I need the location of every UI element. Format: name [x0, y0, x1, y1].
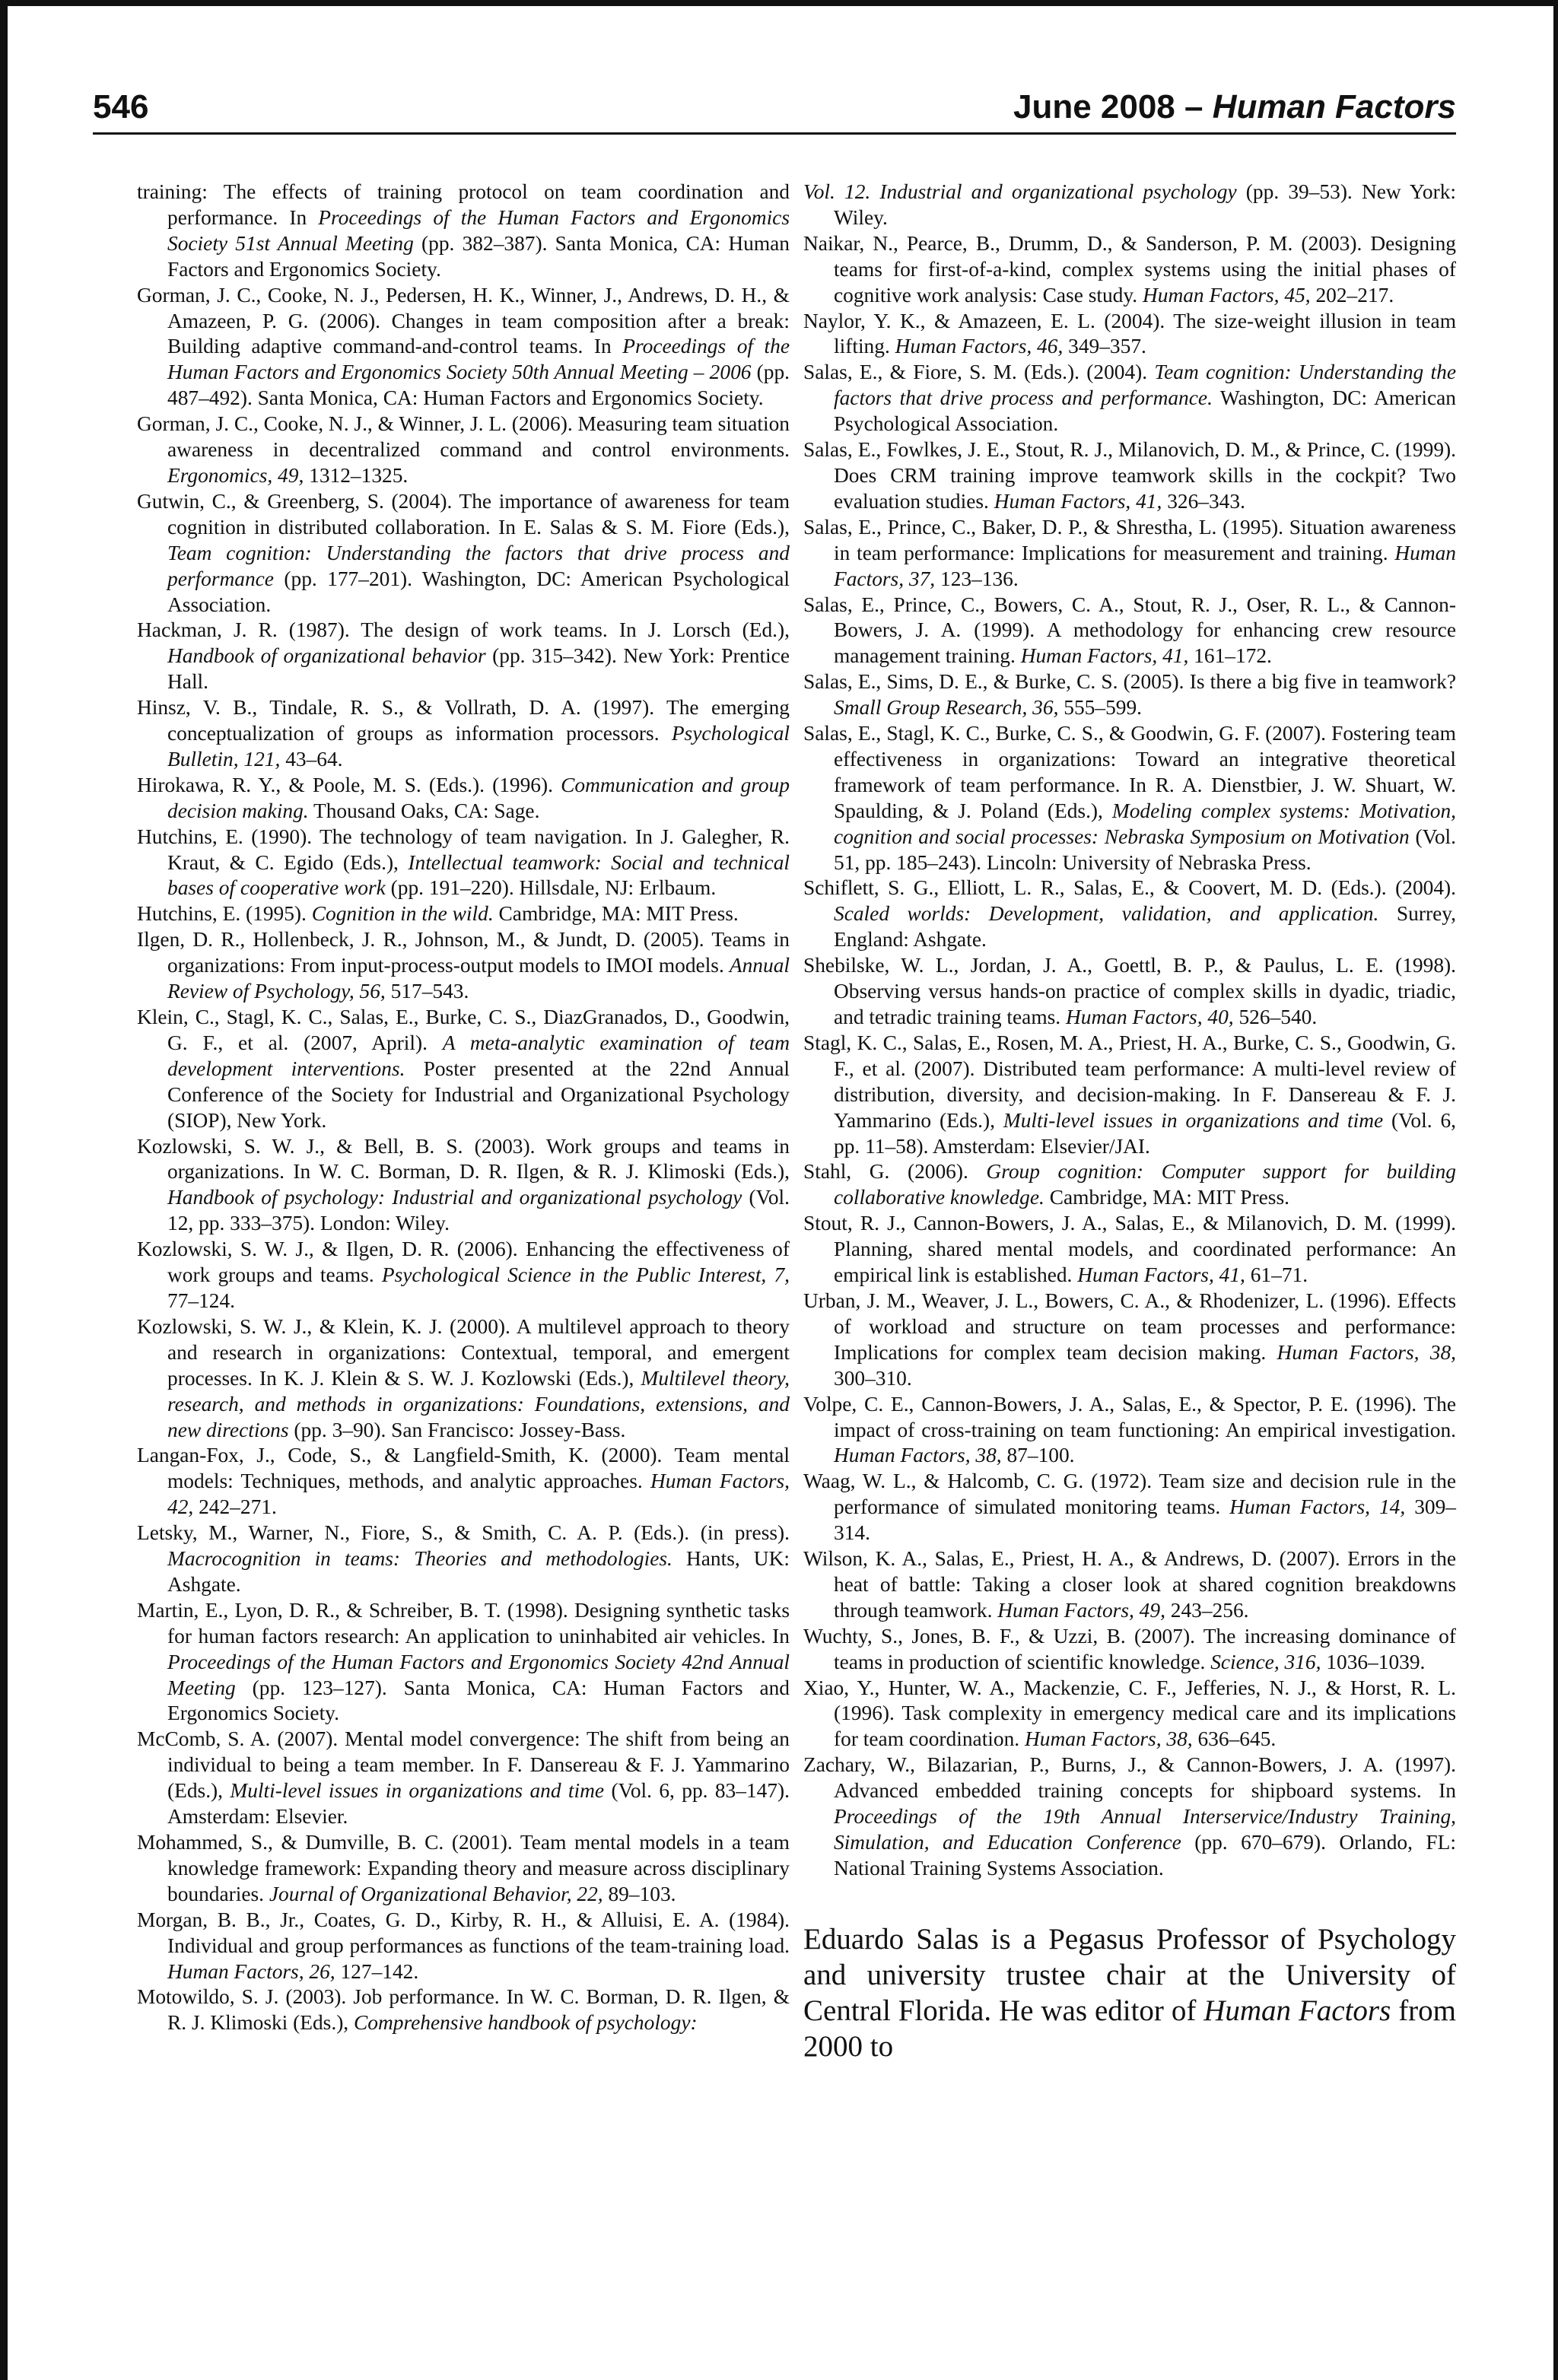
reference-entry — [803, 1469, 1456, 1546]
reference-source: Macrocognition in teams: Theories and methodologies. — [167, 1547, 672, 1571]
reference-entry — [137, 1598, 790, 1727]
reference-text: training: The effects of training protocol on team coordination and performance. In — [137, 180, 790, 229]
reference-entry — [137, 695, 790, 773]
reference-source: Cognition in the wild. — [311, 902, 494, 926]
reference-entry — [137, 1727, 790, 1830]
reference-text: 243–256. — [1165, 1598, 1249, 1622]
reference-text: Kozlowski, S. W. J., & Bell, B. S. (2003). Work groups and teams in organizations. In W. C. Borman, D. R. Ilgen, & R. J. Klimoski (Eds.), — [137, 1134, 790, 1184]
running-head-journal: Human Factors — [1212, 88, 1456, 126]
reference-text: Kozlowski, S. W. J., & Ilgen, D. R. (2006). Enhancing the effectiveness of work groups and teams. — [137, 1238, 790, 1287]
reference-text: Kozlowski, S. W. J., & Klein, K. J. (2000). A multilevel approach to theory and research in organizations: Contextual, temporal, and emergent processes. In K. J. Klein & S. W. J. Kozlowski (Eds.), — [137, 1314, 790, 1390]
reference-text: 1036–1039. — [1321, 1650, 1426, 1673]
reference-text: Cambridge, MA: MIT Press. — [1044, 1186, 1289, 1209]
reference-text: 61–71. — [1245, 1263, 1308, 1287]
reference-text: 202–217. — [1310, 283, 1394, 307]
reference-text: 87–100. — [1001, 1444, 1075, 1467]
reference-entry — [803, 1546, 1456, 1624]
reference-source: Human Factors, 41, — [1020, 644, 1189, 668]
reference-text: Martin, E., Lyon, D. R., & Schreiber, B. T. (1998). Designing synthetic tasks for human factors research: An application to uninhabited air vehicles. In — [137, 1598, 790, 1648]
reference-source: Human Factors, 41, — [994, 489, 1162, 513]
reference-entry — [137, 1134, 790, 1238]
header-rule — [93, 132, 1456, 135]
reference-text: 242–271. — [193, 1495, 277, 1519]
bio-journal: Human Factors — [1203, 1994, 1391, 2027]
reference-text: (pp. 670–679). Orlando, FL: National Training Systems Association. — [834, 1831, 1456, 1880]
reference-entry — [137, 411, 790, 489]
reference-text: 526–540. — [1233, 1006, 1318, 1028]
reference-text: (pp. 39–53). New York: Wiley. — [834, 180, 1456, 229]
reference-text: Motowildo, S. J. (2003). Job performance. In W. C. Borman, D. R. Ilgen, & R. J. Klimoski (Eds.), — [137, 1985, 790, 2035]
reference-source: Science, 316, — [1210, 1650, 1321, 1673]
reference-text: Mohammed, S., & Dumville, B. C. (2001). Team mental models in a team knowledge framework: Expanding theory and measure across disciplinary boundaries. — [137, 1831, 790, 1905]
reference-source: Multilevel theory, research, and methods in organizations: Foundations, extensions, and new directions — [167, 1366, 790, 1441]
references-right-column — [803, 180, 1456, 1882]
reference-text: (pp. 191–220). Hillsdale, NJ: Erlbaum. — [385, 876, 717, 900]
reference-text: 326–343. — [1162, 489, 1245, 513]
reference-entry — [137, 1005, 790, 1134]
reference-source: Small Group Research, 36, — [834, 696, 1059, 720]
reference-text: Naikar, N., Pearce, B., Drumm, D., & Sanderson, P. M. (2003). Designing teams for first-of-a-kind, complex systems using the initial phases of cognitive work analysis: Case study. — [803, 231, 1456, 307]
reference-text: Hutchins, E. (1995). — [137, 902, 312, 926]
reference-text: Zachary, W., Bilazarian, P., Burns, J., & Cannon-Bowers, J. A. (1997). Advanced embedded training concepts for shipboard systems. In — [803, 1753, 1456, 1803]
reference-text: Stagl, K. C., Salas, E., Rosen, M. A., Priest, H. A., Burke, C. S., Goodwin, G. F., et al. (2007). Distributed team performance: A multi-level review of distribution, diversity, and decision-making. In F. Dansereau & F. J. Yammarino (Eds.), — [803, 1031, 1456, 1132]
reference-text: Klein, C., Stagl, K. C., Salas, E., Burke, C. S., DiazGranados, D., Goodwin, G. F., et al. (2007, April). — [137, 1006, 790, 1054]
reference-source: Human Factors, 40, — [1066, 1006, 1234, 1028]
reference-text: Morgan, B. B., Jr., Coates, G. D., Kirby, R. H., & Alluisi, E. A. (1984). Individual and group performances as functions of the team-training load. — [137, 1908, 790, 1957]
reference-entry — [137, 618, 790, 695]
reference-source: Multi-level issues in organizations and time — [230, 1779, 605, 1803]
reference-entry — [803, 1676, 1456, 1753]
reference-text: Wilson, K. A., Salas, E., Priest, H. A., & Andrews, D. (2007). Errors in the heat of battle: Taking a closer look at shared cognition breakdowns through teamwork. — [803, 1547, 1456, 1622]
reference-text: Gorman, J. C., Cooke, N. J., & Winner, J. L. (2006). Measuring team situation awareness in decentralized command and control environments. — [137, 412, 790, 462]
reference-text: Salas, E., Prince, C., Bowers, C. A., Stout, R. J., Oser, R. L., & Cannon-Bowers, J. A. (1999). A methodology for enhancing crew resource management training. — [803, 593, 1456, 668]
reference-entry — [803, 953, 1456, 1031]
reference-source: Intellectual teamwork: Social and technical bases of cooperative work — [167, 850, 790, 900]
reference-text: Salas, E., Fowlkes, J. E., Stout, R. J., Milanovich, D. M., & Prince, C. (1999). Does CRM training improve teamwork skills in the cockpit? Two evaluation studies. — [803, 438, 1456, 513]
references-left-column — [137, 180, 790, 2036]
reference-entry — [803, 721, 1456, 875]
reference-text: (Vol. 6, pp. 83–147). Amsterdam: Elsevier. — [167, 1779, 790, 1829]
reference-text: Washington, DC: American Psychological Association. — [834, 386, 1457, 436]
reference-text: Hackman, J. R. (1987). The design of work teams. In J. Lorsch (Ed.), — [137, 618, 790, 642]
reference-source: Team cognition: Understanding the factors that drive process and performance — [167, 541, 790, 590]
reference-text: 127–142. — [335, 1959, 419, 1983]
reference-text: Hinsz, V. B., Tindale, R. S., & Vollrath, D. A. (1997). The emerging conceptualization of groups as information processors. — [137, 696, 790, 745]
reference-source: Human Factors, 14, — [1229, 1495, 1406, 1519]
author-bio — [803, 1921, 1456, 2064]
reference-entry — [803, 437, 1456, 515]
reference-text: Letsky, M., Warner, N., Fiore, S., & Smith, C. A. P. (Eds.). (in press). — [137, 1521, 790, 1545]
reference-source: Human Factors, 49, — [997, 1598, 1165, 1622]
reference-text: Volpe, C. E., Cannon-Bowers, J. A., Salas, E., & Spector, P. E. (1996). The impact of cross-training on team functioning: An empirical investigation. — [803, 1392, 1456, 1441]
reference-source: Modeling complex systems: Motivation, cognition and social processes: Nebraska Symposium on Motivation — [834, 799, 1456, 848]
reference-source: Handbook of psychology: Industrial and organizational psychology — [167, 1186, 742, 1209]
reference-text: (pp. 177–201). Washington, DC: American Psychological Association. — [167, 567, 790, 616]
running-head-date: June 2008 – — [1013, 88, 1213, 126]
reference-entry — [137, 283, 790, 412]
reference-source: Comprehensive handbook of psychology: — [354, 2011, 698, 2035]
reference-text: 309–314. — [834, 1495, 1456, 1545]
right-column — [803, 180, 1456, 2094]
reference-text: 636–645. — [1192, 1727, 1277, 1751]
reference-entry — [137, 773, 790, 825]
reference-text: (pp. 382–387). Santa Monica, CA: Human Factors and Ergonomics Society. — [167, 231, 790, 281]
reference-entry — [137, 1520, 790, 1598]
reference-text: Xiao, Y., Hunter, W. A., Mackenzie, C. F., Jefferies, N. J., & Horst, R. L. (1996). Task complexity in emergency medical care and its implications for team coordination. — [803, 1676, 1456, 1751]
reference-text: Surrey, England: Ashgate. — [834, 902, 1456, 952]
reference-entry — [803, 669, 1456, 721]
reference-text: (pp. 315–342). New York: Prentice Hall. — [167, 644, 790, 694]
reference-entry — [137, 180, 790, 283]
reference-entry — [137, 825, 790, 902]
reference-text: 555–599. — [1058, 696, 1142, 720]
reference-text: (Vol. 6, pp. 11–58). Amsterdam: Elsevier/JAI. — [834, 1108, 1456, 1158]
reference-text: Salas, E., Prince, C., Baker, D. P., & Shrestha, L. (1995). Situation awareness in team performance: Implications for measurement and training. — [803, 515, 1456, 564]
reference-text: Salas, E., & Fiore, S. M. (Eds.). (2004). — [803, 361, 1155, 384]
reference-text: Urban, J. M., Weaver, J. L., Bowers, C. A., & Rhodenizer, L. (1996). Effects of workload and structure on team processes and performance: Implications for complex team decision making. — [803, 1289, 1456, 1364]
reference-text: 1312–1325. — [304, 463, 409, 487]
reference-text: Cambridge, MA: MIT Press. — [493, 902, 739, 926]
reference-entry — [803, 231, 1456, 309]
reference-entry — [803, 1289, 1456, 1392]
reference-text: (pp. 487–492). Santa Monica, CA: Human Factors and Ergonomics Society. — [167, 361, 790, 410]
reference-text: Salas, E., Stagl, K. C., Burke, C. S., & Goodwin, G. F. (2007). Fostering team effectiveness in organizations: Toward an integrative theoretical framework of team performance. In R. A. Dienstbier, J. W. Shuart, W. Spaulding, & J. Poland (Eds.), — [803, 722, 1456, 822]
reference-entry — [137, 1908, 790, 1985]
reference-text: 349–357. — [1063, 335, 1146, 358]
reference-source: Communication and group decision making. — [167, 773, 790, 822]
reference-entry — [137, 1443, 790, 1520]
reference-entry — [803, 1624, 1456, 1676]
reference-text: Schiflett, S. G., Elliott, L. R., Salas, E., & Coovert, M. D. (Eds.). (2004). — [803, 876, 1456, 900]
reference-text: 89–103. — [603, 1882, 676, 1905]
reference-text: Ilgen, D. R., Hollenbeck, J. R., Johnson, M., & Jundt, D. (2005). Teams in organizations: From input-process-output models to IMOI models. — [137, 928, 790, 977]
reference-source: Human Factors, 38, — [1025, 1727, 1193, 1751]
reference-source: Ergonomics, 49, — [167, 463, 304, 487]
reference-entry — [803, 309, 1456, 361]
reference-text: (pp. 3–90). San Francisco: Jossey-Bass. — [288, 1418, 626, 1441]
reference-text: Thousand Oaks, CA: Sage. — [308, 799, 540, 822]
reference-source: Psychological Science in the Public Interest, 7, — [381, 1263, 790, 1287]
reference-source: Psychological Bulletin, 121, — [167, 722, 790, 771]
reference-source: Proceedings of the Human Factors and Ergonomics Society 51st Annual Meeting — [167, 205, 790, 255]
reference-text: Gorman, J. C., Cooke, N. J., Pedersen, H. K., Winner, J., Andrews, D. H., & Amazeen, P. G. (2006). Changes in team composition after a break: Building adaptive command-and-control teams. In — [137, 283, 790, 358]
page-number: 546 — [93, 88, 149, 126]
reference-source: Handbook of organizational behavior — [167, 644, 486, 668]
reference-source: Proceedings of the Human Factors and Ergonomics Society 42nd Annual Meeting — [167, 1650, 790, 1699]
reference-entry — [137, 1984, 790, 2036]
reference-text: Stout, R. J., Cannon-Bowers, J. A., Salas, E., & Milanovich, D. M. (1999). Planning, shared mental models, and coordinated performance: An empirical link is established. — [803, 1212, 1456, 1287]
reference-source: Human Factors, 45, — [1142, 283, 1311, 307]
reference-source: Proceedings of the Human Factors and Ergonomics Society 50th Annual Meeting – 2006 — [167, 335, 790, 384]
reference-text: McComb, S. A. (2007). Mental model convergence: The shift from being an individual to being a team member. In F. Dansereau & F. J. Yammarino (Eds.), — [137, 1727, 790, 1803]
reference-entry — [803, 360, 1456, 437]
reference-text: Hants, UK: Ashgate. — [167, 1547, 790, 1596]
reference-text: 300–310. — [834, 1366, 912, 1390]
reference-entry — [803, 180, 1456, 231]
bio-text-start: Eduardo Salas is a Pegasus Professor of Psychology and university trustee chair at the University of Central Florida. He was editor of — [803, 1922, 1456, 2027]
reference-text: Hutchins, E. (1990). The technology of team navigation. In J. Galegher, R. Kraut, & C. Egido (Eds.), — [137, 825, 790, 874]
reference-text: 123–136. — [935, 567, 1019, 590]
reference-source: Team cognition: Understanding the factors that drive process and performance. — [834, 361, 1456, 410]
reference-text: 517–543. — [385, 980, 469, 1003]
reference-source: Journal of Organizational Behavior, 22, — [269, 1882, 603, 1905]
reference-entry — [803, 1752, 1456, 1882]
reference-entry — [803, 1159, 1456, 1211]
bio-text-end: from 2000 to — [803, 1994, 1456, 2063]
reference-source: Vol. 12. Industrial and organizational psychology — [803, 180, 1237, 203]
reference-entry — [803, 593, 1456, 670]
reference-source: Human Factors, 41, — [1077, 1263, 1245, 1287]
reference-text: (Vol. 51, pp. 185–243). Lincoln: University of Nebraska Press. — [834, 825, 1456, 874]
reference-source: Human Factors, 37, — [834, 541, 1456, 590]
reference-source: Annual Review of Psychology, 56, — [167, 954, 790, 1003]
reference-text: (pp. 123–127). Santa Monica, CA: Human Factors and Ergonomics Society. — [167, 1676, 790, 1725]
reference-text: Poster presented at the 22nd Annual Conference of the Society for Industrial and Organizational Psychology (SIOP), New York. — [167, 1057, 790, 1132]
reference-entry — [803, 875, 1456, 953]
reference-text: Gutwin, C., & Greenberg, S. (2004). The importance of awareness for team cognition in distributed collaboration. In E. Salas & S. M. Fiore (Eds.), — [137, 489, 790, 539]
reference-entry — [803, 1392, 1456, 1470]
reference-text: 77–124. — [167, 1289, 236, 1312]
reference-entry — [137, 901, 790, 927]
reference-entry — [803, 1211, 1456, 1289]
reference-entry — [137, 927, 790, 1005]
reference-source: Scaled worlds: Development, validation, and application. — [834, 902, 1379, 926]
reference-text: Hirokawa, R. Y., & Poole, M. S. (Eds.). (1996). — [137, 773, 561, 796]
reference-entry — [137, 1237, 790, 1314]
reference-text: (Vol. 12, pp. 333–375). London: Wiley. — [167, 1186, 790, 1235]
running-head — [1013, 88, 1456, 126]
reference-entry — [137, 1830, 790, 1908]
reference-text: 43–64. — [280, 747, 343, 771]
reference-entry — [137, 1314, 790, 1444]
reference-source: Multi-level issues in organizations and time — [1003, 1108, 1384, 1132]
reference-text: 161–172. — [1188, 644, 1272, 668]
reference-entry — [803, 1031, 1456, 1160]
reference-source: Human Factors, 38, — [834, 1444, 1002, 1467]
reference-text: Waag, W. L., & Halcomb, C. G. (1972). Team size and decision rule in the performance of simulated monitoring teams. — [803, 1470, 1456, 1519]
reference-source: Group cognition: Computer support for building collaborative knowledge. — [834, 1160, 1456, 1209]
reference-source: Human Factors, 38, — [1277, 1340, 1456, 1364]
reference-source: Human Factors, 42, — [167, 1470, 790, 1519]
reference-entry — [137, 489, 790, 618]
reference-text: Wuchty, S., Jones, B. F., & Uzzi, B. (2007). The increasing dominance of teams in production of scientific knowledge. — [803, 1624, 1456, 1673]
page-header — [93, 82, 1456, 135]
reference-text: Stahl, G. (2006). — [803, 1160, 987, 1184]
reference-source: A meta-analytic examination of team development interventions. — [167, 1031, 790, 1080]
reference-text: Langan-Fox, J., Code, S., & Langfield-Smith, K. (2000). Team mental models: Techniques, methods, and analytic approaches. — [137, 1444, 790, 1493]
reference-entry — [803, 515, 1456, 593]
reference-source: Proceedings of the 19th Annual Interservice/Industry Training, Simulation, and Education Conference — [834, 1805, 1456, 1854]
reference-text: Salas, E., Sims, D. E., & Burke, C. S. (2005). Is there a big five in teamwork? — [803, 670, 1456, 694]
reference-source: Human Factors, 46, — [895, 335, 1064, 358]
reference-text: Shebilske, W. L., Jordan, J. A., Goettl, B. P., & Paulus, L. E. (1998). Observing versus hands-on practice of complex skills in dyadic, triadic, and tetradic training teams. — [803, 954, 1456, 1028]
reference-source: Human Factors, 26, — [167, 1959, 335, 1983]
reference-text: Naylor, Y. K., & Amazeen, E. L. (2004). The size-weight illusion in team lifting. — [803, 309, 1456, 358]
